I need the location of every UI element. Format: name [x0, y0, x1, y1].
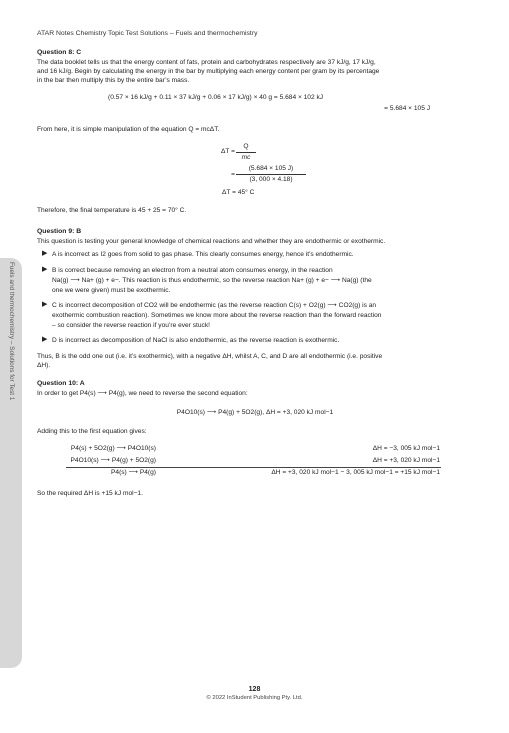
q9-intro: This question is testing your general knowledge of chemical reactions and whether they are endothermic or exothermic. — [37, 238, 386, 245]
q9-option-b-line: Na(g) ⟶ Na+ (g) + e−. This reaction is thus endothermic, so the reverse reaction Na+ (g) + e− ⟶ Na(g) (the — [52, 277, 372, 284]
q9-option-d: D is incorrect as decomposition of NaCl is also endothermic, as the reverse reaction is exothermic. — [52, 337, 340, 344]
dt-numerator-value: (5.684 × 105 J) — [248, 165, 294, 172]
q9-option-b-line: one we were given) must be exothermic. — [52, 287, 171, 294]
q9-option-b-line: B is correct because removing an electron from a neutral atom consumes energy, in the reaction — [52, 267, 333, 274]
q9-option-c-line: exothermic combustion reaction). Sometimes we know more about the reverse reaction than the forward reaction — [52, 312, 382, 319]
q8-energy-equation: (0.57 × 16 kJ/g + 0.11 × 37 kJ/g + 0.06 × 17 kJ/g) × 40 g = 5.684 × 102 kJ — [108, 94, 324, 101]
sum-row-1-equation: P4(s) + 5O2(g) ⟶ P4O10(s) — [70, 445, 156, 452]
q8-paragraph-line: and 16 kJ/g. Begin by calculating the energy in the bar by multiplying each energy content per gram by its percentage — [37, 68, 380, 75]
q9-conclusion-line: Thus, B is the odd one out (i.e. it’s exothermic), with a negative ΔH, whilst A, C, and D are all endothermic (i.e. positive — [37, 353, 383, 360]
question-10-heading: Question 10: A — [37, 380, 85, 387]
triangle-bullet-icon: ▶ — [42, 266, 48, 273]
question-9-heading: Question 9: B — [37, 228, 82, 235]
q9-option-c-line: C is incorrect decomposition of CO2 will be endothermic (as the reverse reaction C(s) + O2(g) ⟶ CO2(g) is an — [52, 302, 377, 309]
sum-row-1-enthalpy: ΔH = −3, 005 kJ mol−1 — [372, 445, 440, 452]
q8-paragraph-line: in the bar then multiply this by the entire bar’s mass. — [37, 77, 190, 84]
page-number: 128 — [248, 686, 261, 693]
q8-paragraph-line: From here, it is simple manipulation of the equation Q = mcΔT. — [37, 126, 220, 133]
q10-final-answer: So the required ΔH is +15 kJ mol−1. — [37, 490, 143, 497]
q10-reversed-equation: P4O10(s) ⟶ P4(g) + 5O2(g), ΔH = +3, 020 kJ mol−1 — [176, 409, 334, 416]
sum-row-2-enthalpy: ΔH = +3, 020 kJ mol−1 — [372, 457, 440, 464]
q9-option-c-line: – so consider the reverse reaction if you’re ever stuck! — [52, 322, 210, 329]
page-header: ATAR Notes Chemistry Topic Test Solutions – Fuels and thermochemistry — [37, 30, 258, 37]
q8-conclusion: Therefore, the final temperature is 45 + 25 = 70° C. — [37, 207, 187, 214]
triangle-bullet-icon: ▶ — [42, 336, 48, 343]
sum-result-enthalpy: ΔH = +3, 020 kJ mol−1 − 3, 005 kJ mol−1 = +15 kJ mol−1 — [271, 469, 440, 476]
q9-option-a: A is incorrect as I2 goes from solid to gas phase. This clearly consumes energy, hence it’s endothermic. — [52, 251, 354, 258]
side-tab-label: Fuels and thermochemistry – Solutions for Test 1 — [8, 262, 15, 401]
q8-energy-result: = 5.684 × 105 J — [384, 105, 430, 112]
dt-result: ΔT = 45° C — [222, 189, 255, 196]
sum-result-equation: P4(s) ⟶ P4(g) — [111, 469, 156, 476]
dt-numerator: Q — [243, 143, 249, 150]
triangle-bullet-icon: ▶ — [42, 301, 48, 308]
question-8-heading: Question 8: C — [37, 49, 82, 56]
copyright: © 2022 InStudent Publishing Pty. Ltd. — [206, 695, 303, 701]
q10-intro: In order to get P4(s) ⟶ P4(g), we need to reverse the second equation: — [37, 390, 248, 397]
dt-denominator: mc — [241, 154, 251, 161]
sum-row-2-equation: P4O10(s) ⟶ P4(g) + 5O2(g) — [70, 457, 156, 464]
dt-lhs: ΔT = — [221, 148, 235, 155]
q8-paragraph-line: The data booklet tells us that the energy content of fats, protein and carbohydrates respectively are 37 kJ/g, 17 kJ/g, — [37, 59, 376, 66]
dt-equals: = — [231, 171, 235, 178]
q10-adding-text: Adding this to the first equation gives: — [37, 428, 147, 435]
q9-conclusion-line: ΔH). — [37, 362, 51, 369]
dt-denominator-value: (3, 000 × 4.18) — [249, 176, 293, 183]
triangle-bullet-icon: ▶ — [42, 250, 48, 257]
